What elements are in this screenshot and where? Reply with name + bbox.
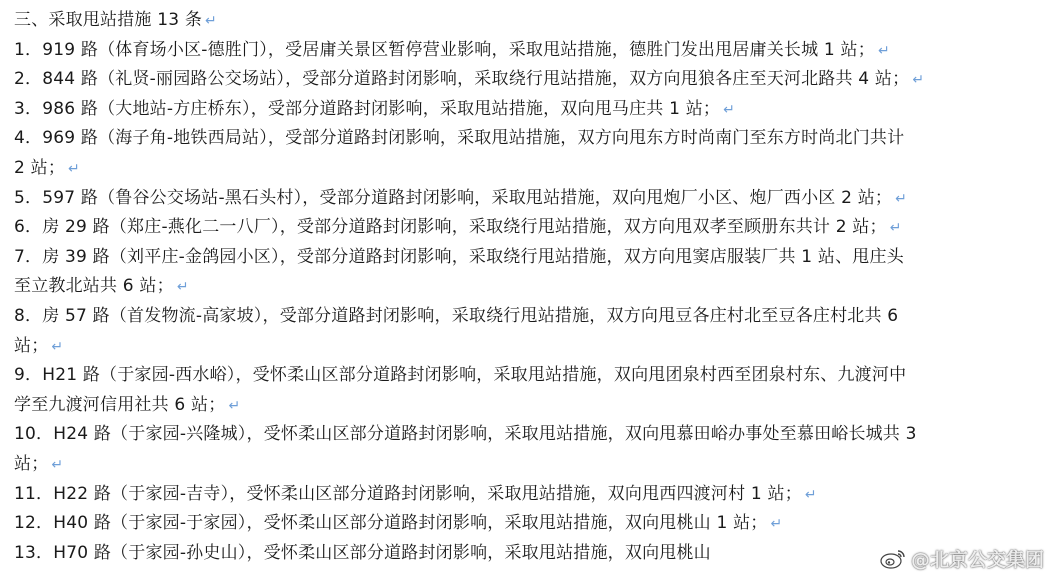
document-line [14,509,1052,539]
document-line [14,243,1052,273]
line-text: 2．844 路（礼贤-丽园路公交场站），受部分道路封闭影响，采取绕行甩站措施，双方向甩狼各庄至天河北路共 4 站； [14,69,910,90]
document-line [14,272,1052,302]
line-text: 13．H70 路（于家园-孙史山），受怀柔山区部分道路封闭影响，采取甩站措施，双向甩桃山 [14,542,711,563]
paragraph-mark-icon: ↵ [895,190,908,207]
document-line [14,213,1052,243]
paragraph-mark-icon: ↵ [68,160,80,177]
line-text: 5．597 路（鲁谷公交场站-黑石头村），受部分道路封闭影响，采取甩站措施，双向甩炮厂小区、炮厂西小区 2 站； [14,187,893,208]
line-text: 7．房 39 路（刘平庄-金鸽园小区），受部分道路封闭影响，采取绕行甩站措施，双方向甩窦店服装厂共 1 站、甩庄头 [14,246,904,267]
document-line [14,36,1052,66]
line-text: 学至九渡河信用社共 6 站； [14,394,226,415]
line-text: 三、采取甩站措施 13 条 [14,10,203,30]
document-line [14,124,1052,154]
paragraph-mark-icon: ↵ [51,456,64,473]
document-line [14,480,1052,510]
line-text: 11．H22 路（于家园-吉寺），受怀柔山区部分道路封闭影响，采取甩站措施，双向甩西四渡河村 1 站； [14,483,802,504]
paragraph-mark-icon: ↵ [889,220,902,237]
document-line [14,6,1052,36]
paragraph-mark-icon: ↵ [176,279,189,296]
line-text: 8．房 57 路（首发物流-高家坡），受部分道路封闭影响，采取绕行甩站措施，双方向甩豆各庄村北至豆各庄村北共 6 [14,305,899,326]
paragraph-mark-icon: ↵ [228,397,241,414]
line-text: 10．H24 路（于家园-兴隆城），受怀柔山区部分道路封闭影响，采取甩站措施，双向甩慕田峪办事处至慕田峪长城共 3 [14,424,917,445]
line-text: 1．919 路（体育场小区-德胜门），受居庸关景区暂停营业影响，采取甩站措施，德胜门发出甩居庸关长城 1 站； [14,39,875,60]
line-text: 站； [14,453,49,474]
paragraph-mark-icon: ↵ [877,42,890,59]
document-line [14,391,1052,421]
paragraph-mark-icon: ↵ [804,486,817,503]
document-line [14,95,1052,125]
paragraph-mark-icon: ↵ [912,72,925,89]
document-line [14,361,1052,391]
paragraph-mark-icon: ↵ [51,338,64,355]
document-line [14,302,1052,332]
line-text: 4．969 路（海子角-地铁西局站），受部分道路封闭影响，采取甩站措施，双方向甩东方时尚南门至东方时尚北门共计 [14,128,905,149]
line-text: 站； [14,335,49,356]
document-line [14,154,1052,184]
line-text: 6．房 29 路（郑庄-燕化二一八厂），受部分道路封闭影响，采取绕行甩站措施，双方向甩双孝至顾册东共计 2 站； [14,217,887,238]
paragraph-mark-icon: ↵ [770,516,783,533]
document-line [14,450,1052,480]
line-text: 3．986 路（大地站-方庄桥东），受部分道路封闭影响，采取甩站措施，双向甩马庄共 1 站； [14,98,721,119]
document-line [14,332,1052,362]
line-text: 9．H21 路（于家园-西水峪），受怀柔山区部分道路封闭影响，采取甩站措施，双向甩团泉村西至团泉村东、九渡河中 [14,365,907,386]
watermark-text: @北京公交集团 [910,549,1044,571]
paragraph-mark-icon: ↵ [723,101,736,118]
weibo-icon [879,548,907,570]
line-text: 至立教北站共 6 站； [14,276,174,297]
document-line [14,65,1052,95]
paragraph-mark-icon: ↵ [205,13,217,29]
document-line [14,184,1052,214]
document-line [14,420,1052,450]
watermark [877,545,1048,572]
line-text: 2 站； [14,157,66,178]
line-text: 12．H40 路（于家园-于家园），受怀柔山区部分道路封闭影响，采取甩站措施，双向甩桃山 1 站； [14,513,768,534]
document-body [14,6,1052,568]
